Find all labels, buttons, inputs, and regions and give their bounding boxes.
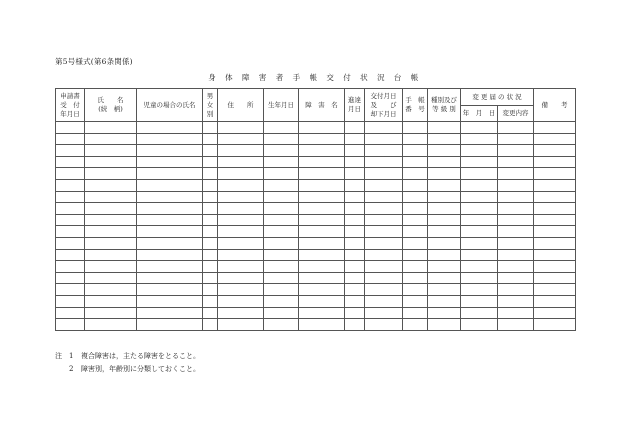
table-cell (299, 179, 345, 191)
table-cell (345, 226, 365, 238)
table-cell (428, 214, 461, 226)
table-cell (428, 307, 461, 319)
table-cell (218, 168, 264, 180)
table-cell (299, 214, 345, 226)
table-row (56, 261, 576, 273)
table-row (56, 319, 576, 331)
table-cell (461, 179, 498, 191)
table-cell (56, 191, 85, 203)
table-cell (345, 145, 365, 157)
table-cell (203, 284, 218, 296)
table-cell (428, 145, 461, 157)
table-cell (403, 191, 428, 203)
table-cell (365, 214, 403, 226)
table-cell (345, 122, 365, 134)
table-cell (56, 319, 85, 331)
table-cell (85, 319, 137, 331)
table-row (56, 214, 576, 226)
table-cell (56, 133, 85, 145)
table-cell (365, 307, 403, 319)
table-cell (264, 295, 299, 307)
table-cell (534, 272, 576, 284)
table-row (56, 191, 576, 203)
table-cell (264, 272, 299, 284)
notes (55, 350, 200, 376)
table-cell (498, 214, 534, 226)
table-cell (534, 156, 576, 168)
table-cell (498, 295, 534, 307)
table-cell (299, 272, 345, 284)
table-cell (534, 295, 576, 307)
table-cell (345, 284, 365, 296)
table-cell (461, 295, 498, 307)
table-cell (365, 179, 403, 191)
table-cell (203, 249, 218, 261)
table-cell (345, 295, 365, 307)
col-birth-date: 生年月日 (264, 89, 299, 122)
table-cell (365, 226, 403, 238)
table-cell (365, 272, 403, 284)
table-cell (345, 272, 365, 284)
table-cell (365, 284, 403, 296)
table-cell (203, 145, 218, 157)
table-cell (345, 261, 365, 273)
table-cell (85, 307, 137, 319)
table-cell (264, 249, 299, 261)
table-cell (461, 261, 498, 273)
table-cell (403, 214, 428, 226)
table-cell (56, 249, 85, 261)
table-cell (498, 226, 534, 238)
table-cell (56, 214, 85, 226)
table-cell (461, 145, 498, 157)
table-cell (534, 168, 576, 180)
table-cell (299, 307, 345, 319)
table-cell (428, 295, 461, 307)
col-application-date: 申請書 受 付 年月日 (56, 89, 85, 122)
document-title: 身 体 障 害 者 手 帳 交 付 状 況 台 帳 (208, 73, 422, 82)
table-cell (203, 295, 218, 307)
table-cell (498, 133, 534, 145)
ledger-body (56, 122, 576, 331)
table-cell (365, 261, 403, 273)
table-cell (461, 122, 498, 134)
table-cell (137, 307, 203, 319)
table-cell (345, 237, 365, 249)
table-cell (345, 307, 365, 319)
table-cell (345, 203, 365, 215)
table-cell (203, 319, 218, 331)
table-cell (85, 249, 137, 261)
table-cell (534, 284, 576, 296)
table-cell (403, 307, 428, 319)
table-cell (218, 272, 264, 284)
table-cell (264, 307, 299, 319)
table-cell (428, 237, 461, 249)
table-cell (56, 237, 85, 249)
table-cell (403, 226, 428, 238)
table-row (56, 249, 576, 261)
table-cell (137, 237, 203, 249)
note-item (55, 350, 200, 363)
table-cell (299, 168, 345, 180)
table-cell (461, 319, 498, 331)
table-cell (218, 179, 264, 191)
table-cell (203, 168, 218, 180)
table-cell (403, 203, 428, 215)
table-row (56, 307, 576, 319)
table-cell (365, 145, 403, 157)
table-cell (365, 237, 403, 249)
table-cell (428, 191, 461, 203)
table-cell (203, 156, 218, 168)
table-cell (137, 133, 203, 145)
table-cell (203, 133, 218, 145)
table-cell (299, 319, 345, 331)
table-cell (299, 145, 345, 157)
table-cell (85, 203, 137, 215)
table-cell (264, 168, 299, 180)
table-cell (403, 122, 428, 134)
col-issue-date: 交付月日 及 び 却下月日 (365, 89, 403, 122)
table-cell (428, 122, 461, 134)
table-cell (56, 261, 85, 273)
table-cell (137, 156, 203, 168)
table-cell (534, 261, 576, 273)
table-row (56, 145, 576, 157)
table-cell (365, 295, 403, 307)
table-cell (365, 122, 403, 134)
table-cell (345, 133, 365, 145)
table-cell (264, 145, 299, 157)
table-cell (403, 179, 428, 191)
table-cell (365, 133, 403, 145)
table-cell (56, 145, 85, 157)
table-cell (403, 261, 428, 273)
table-cell (137, 284, 203, 296)
table-cell (461, 226, 498, 238)
note-prefix: 注 (55, 352, 62, 360)
table-cell (498, 168, 534, 180)
table-cell (218, 319, 264, 331)
table-cell (345, 168, 365, 180)
table-cell (299, 237, 345, 249)
table-cell (403, 249, 428, 261)
table-cell (85, 237, 137, 249)
table-row (56, 122, 576, 134)
table-row (56, 203, 576, 215)
table-cell (218, 191, 264, 203)
table-row (56, 156, 576, 168)
table-cell (461, 156, 498, 168)
table-cell (203, 307, 218, 319)
col-notebook-number: 手 帳 番 号 (403, 89, 428, 122)
col-remarks: 備 考 (534, 89, 576, 122)
table-cell (498, 249, 534, 261)
table-cell (218, 249, 264, 261)
table-row (56, 133, 576, 145)
table-cell (498, 145, 534, 157)
table-cell (56, 226, 85, 238)
table-cell (534, 214, 576, 226)
table-cell (345, 214, 365, 226)
table-cell (218, 307, 264, 319)
table-cell (403, 156, 428, 168)
table-cell (85, 133, 137, 145)
table-cell (137, 179, 203, 191)
table-cell (428, 319, 461, 331)
table-cell (218, 156, 264, 168)
table-cell (534, 122, 576, 134)
table-cell (428, 133, 461, 145)
note-text: 複合障害は，主たる障害をとること。 (81, 352, 200, 360)
table-cell (218, 122, 264, 134)
table-cell (428, 272, 461, 284)
note-number: 2 (69, 365, 74, 373)
table-cell (534, 203, 576, 215)
table-cell (218, 261, 264, 273)
table-cell (203, 261, 218, 273)
table-cell (498, 179, 534, 191)
table-cell (403, 237, 428, 249)
table-cell (203, 122, 218, 134)
table-cell (498, 203, 534, 215)
table-cell (137, 295, 203, 307)
table-cell (56, 179, 85, 191)
table-cell (137, 214, 203, 226)
table-cell (56, 122, 85, 134)
table-cell (461, 249, 498, 261)
table-cell (218, 284, 264, 296)
table-cell (534, 307, 576, 319)
col-name: 氏 名 (続 柄) (85, 89, 137, 122)
col-change-content: 変更内容 (498, 106, 534, 122)
table-cell (498, 122, 534, 134)
col-change-status: 変 更 届 の 状 況 (461, 89, 534, 106)
table-cell (56, 203, 85, 215)
table-cell (498, 261, 534, 273)
table-cell (299, 226, 345, 238)
note-text: 障害別，年齢別に分類しておくこと。 (81, 365, 200, 373)
table-cell (218, 295, 264, 307)
table-cell (461, 272, 498, 284)
table-cell (461, 168, 498, 180)
table-cell (137, 272, 203, 284)
col-disability-name: 障 害 名 (299, 89, 345, 122)
table-cell (403, 319, 428, 331)
table-cell (203, 191, 218, 203)
table-cell (218, 226, 264, 238)
table-cell (498, 307, 534, 319)
table-row (56, 284, 576, 296)
table-cell (428, 168, 461, 180)
table-cell (461, 203, 498, 215)
table-cell (218, 133, 264, 145)
col-delivery-date: 進達 月日 (345, 89, 365, 122)
col-guardian-name: 児童の場合の氏名 (137, 89, 203, 122)
table-cell (365, 249, 403, 261)
table-cell (264, 179, 299, 191)
table-cell (365, 203, 403, 215)
table-cell (85, 145, 137, 157)
table-cell (299, 122, 345, 134)
form-number: 第5号様式(第6条関係) (55, 57, 133, 66)
note-number: 1 (69, 352, 74, 360)
table-cell (345, 249, 365, 261)
table-cell (403, 284, 428, 296)
table-cell (56, 307, 85, 319)
table-cell (137, 226, 203, 238)
table-cell (85, 272, 137, 284)
table-cell (85, 179, 137, 191)
table-cell (428, 226, 461, 238)
table-cell (534, 226, 576, 238)
col-address: 住 所 (218, 89, 264, 122)
table-cell (345, 179, 365, 191)
table-cell (264, 203, 299, 215)
table-cell (218, 237, 264, 249)
table-cell (534, 249, 576, 261)
table-cell (203, 226, 218, 238)
col-sex: 男 女 別 (203, 89, 218, 122)
table-cell (264, 133, 299, 145)
table-cell (264, 284, 299, 296)
table-cell (299, 284, 345, 296)
table-cell (365, 168, 403, 180)
table-cell (56, 272, 85, 284)
table-cell (264, 214, 299, 226)
table-cell (498, 156, 534, 168)
table-cell (403, 295, 428, 307)
table-cell (264, 237, 299, 249)
table-cell (345, 319, 365, 331)
table-cell (534, 179, 576, 191)
table-cell (299, 133, 345, 145)
table-cell (137, 191, 203, 203)
table-cell (428, 261, 461, 273)
table-cell (264, 122, 299, 134)
table-cell (403, 133, 428, 145)
table-cell (85, 191, 137, 203)
table-cell (299, 249, 345, 261)
col-change-date: 年 月 日 (461, 106, 498, 122)
table-cell (534, 145, 576, 157)
table-cell (461, 191, 498, 203)
table-cell (56, 284, 85, 296)
table-cell (498, 272, 534, 284)
table-cell (203, 237, 218, 249)
table-row (56, 272, 576, 284)
table-cell (534, 133, 576, 145)
table-cell (498, 191, 534, 203)
table-cell (203, 203, 218, 215)
table-cell (264, 156, 299, 168)
table-cell (137, 122, 203, 134)
table-cell (365, 156, 403, 168)
table-cell (299, 203, 345, 215)
table-cell (264, 261, 299, 273)
table-cell (498, 284, 534, 296)
table-cell (498, 319, 534, 331)
table-cell (264, 319, 299, 331)
table-cell (56, 295, 85, 307)
table-cell (403, 272, 428, 284)
table-cell (85, 168, 137, 180)
table-cell (218, 145, 264, 157)
table-cell (299, 191, 345, 203)
table-cell (365, 191, 403, 203)
table-cell (461, 307, 498, 319)
table-cell (85, 226, 137, 238)
table-row (56, 226, 576, 238)
table-cell (345, 191, 365, 203)
table-cell (56, 168, 85, 180)
note-item (55, 363, 200, 376)
table-cell (534, 237, 576, 249)
table-row (56, 295, 576, 307)
table-cell (85, 122, 137, 134)
table-cell (498, 237, 534, 249)
table-cell (299, 295, 345, 307)
table-cell (534, 191, 576, 203)
table-cell (403, 168, 428, 180)
table-cell (203, 214, 218, 226)
table-row (56, 168, 576, 180)
table-cell (365, 319, 403, 331)
table-cell (428, 156, 461, 168)
table-cell (137, 261, 203, 273)
table-cell (299, 261, 345, 273)
table-cell (203, 179, 218, 191)
table-cell (85, 156, 137, 168)
table-cell (264, 226, 299, 238)
col-type-grade: 種別及び 等 級 別 (428, 89, 461, 122)
table-cell (56, 156, 85, 168)
table-cell (85, 261, 137, 273)
table-cell (534, 319, 576, 331)
table-cell (264, 191, 299, 203)
table-row (56, 237, 576, 249)
table-cell (428, 203, 461, 215)
table-row (56, 179, 576, 191)
table-cell (218, 214, 264, 226)
table-cell (403, 145, 428, 157)
table-cell (461, 237, 498, 249)
table-cell (461, 214, 498, 226)
table-cell (345, 156, 365, 168)
table-cell (85, 284, 137, 296)
table-cell (218, 203, 264, 215)
ledger-table (55, 88, 576, 331)
table-cell (299, 156, 345, 168)
table-cell (137, 319, 203, 331)
note-prefix-spacer (55, 363, 69, 376)
table-cell (137, 145, 203, 157)
table-cell (461, 284, 498, 296)
table-cell (428, 249, 461, 261)
table-cell (137, 168, 203, 180)
table-cell (428, 284, 461, 296)
table-cell (137, 249, 203, 261)
table-cell (203, 272, 218, 284)
table-cell (85, 295, 137, 307)
table-cell (85, 214, 137, 226)
table-cell (461, 133, 498, 145)
table-cell (137, 203, 203, 215)
table-cell (428, 179, 461, 191)
